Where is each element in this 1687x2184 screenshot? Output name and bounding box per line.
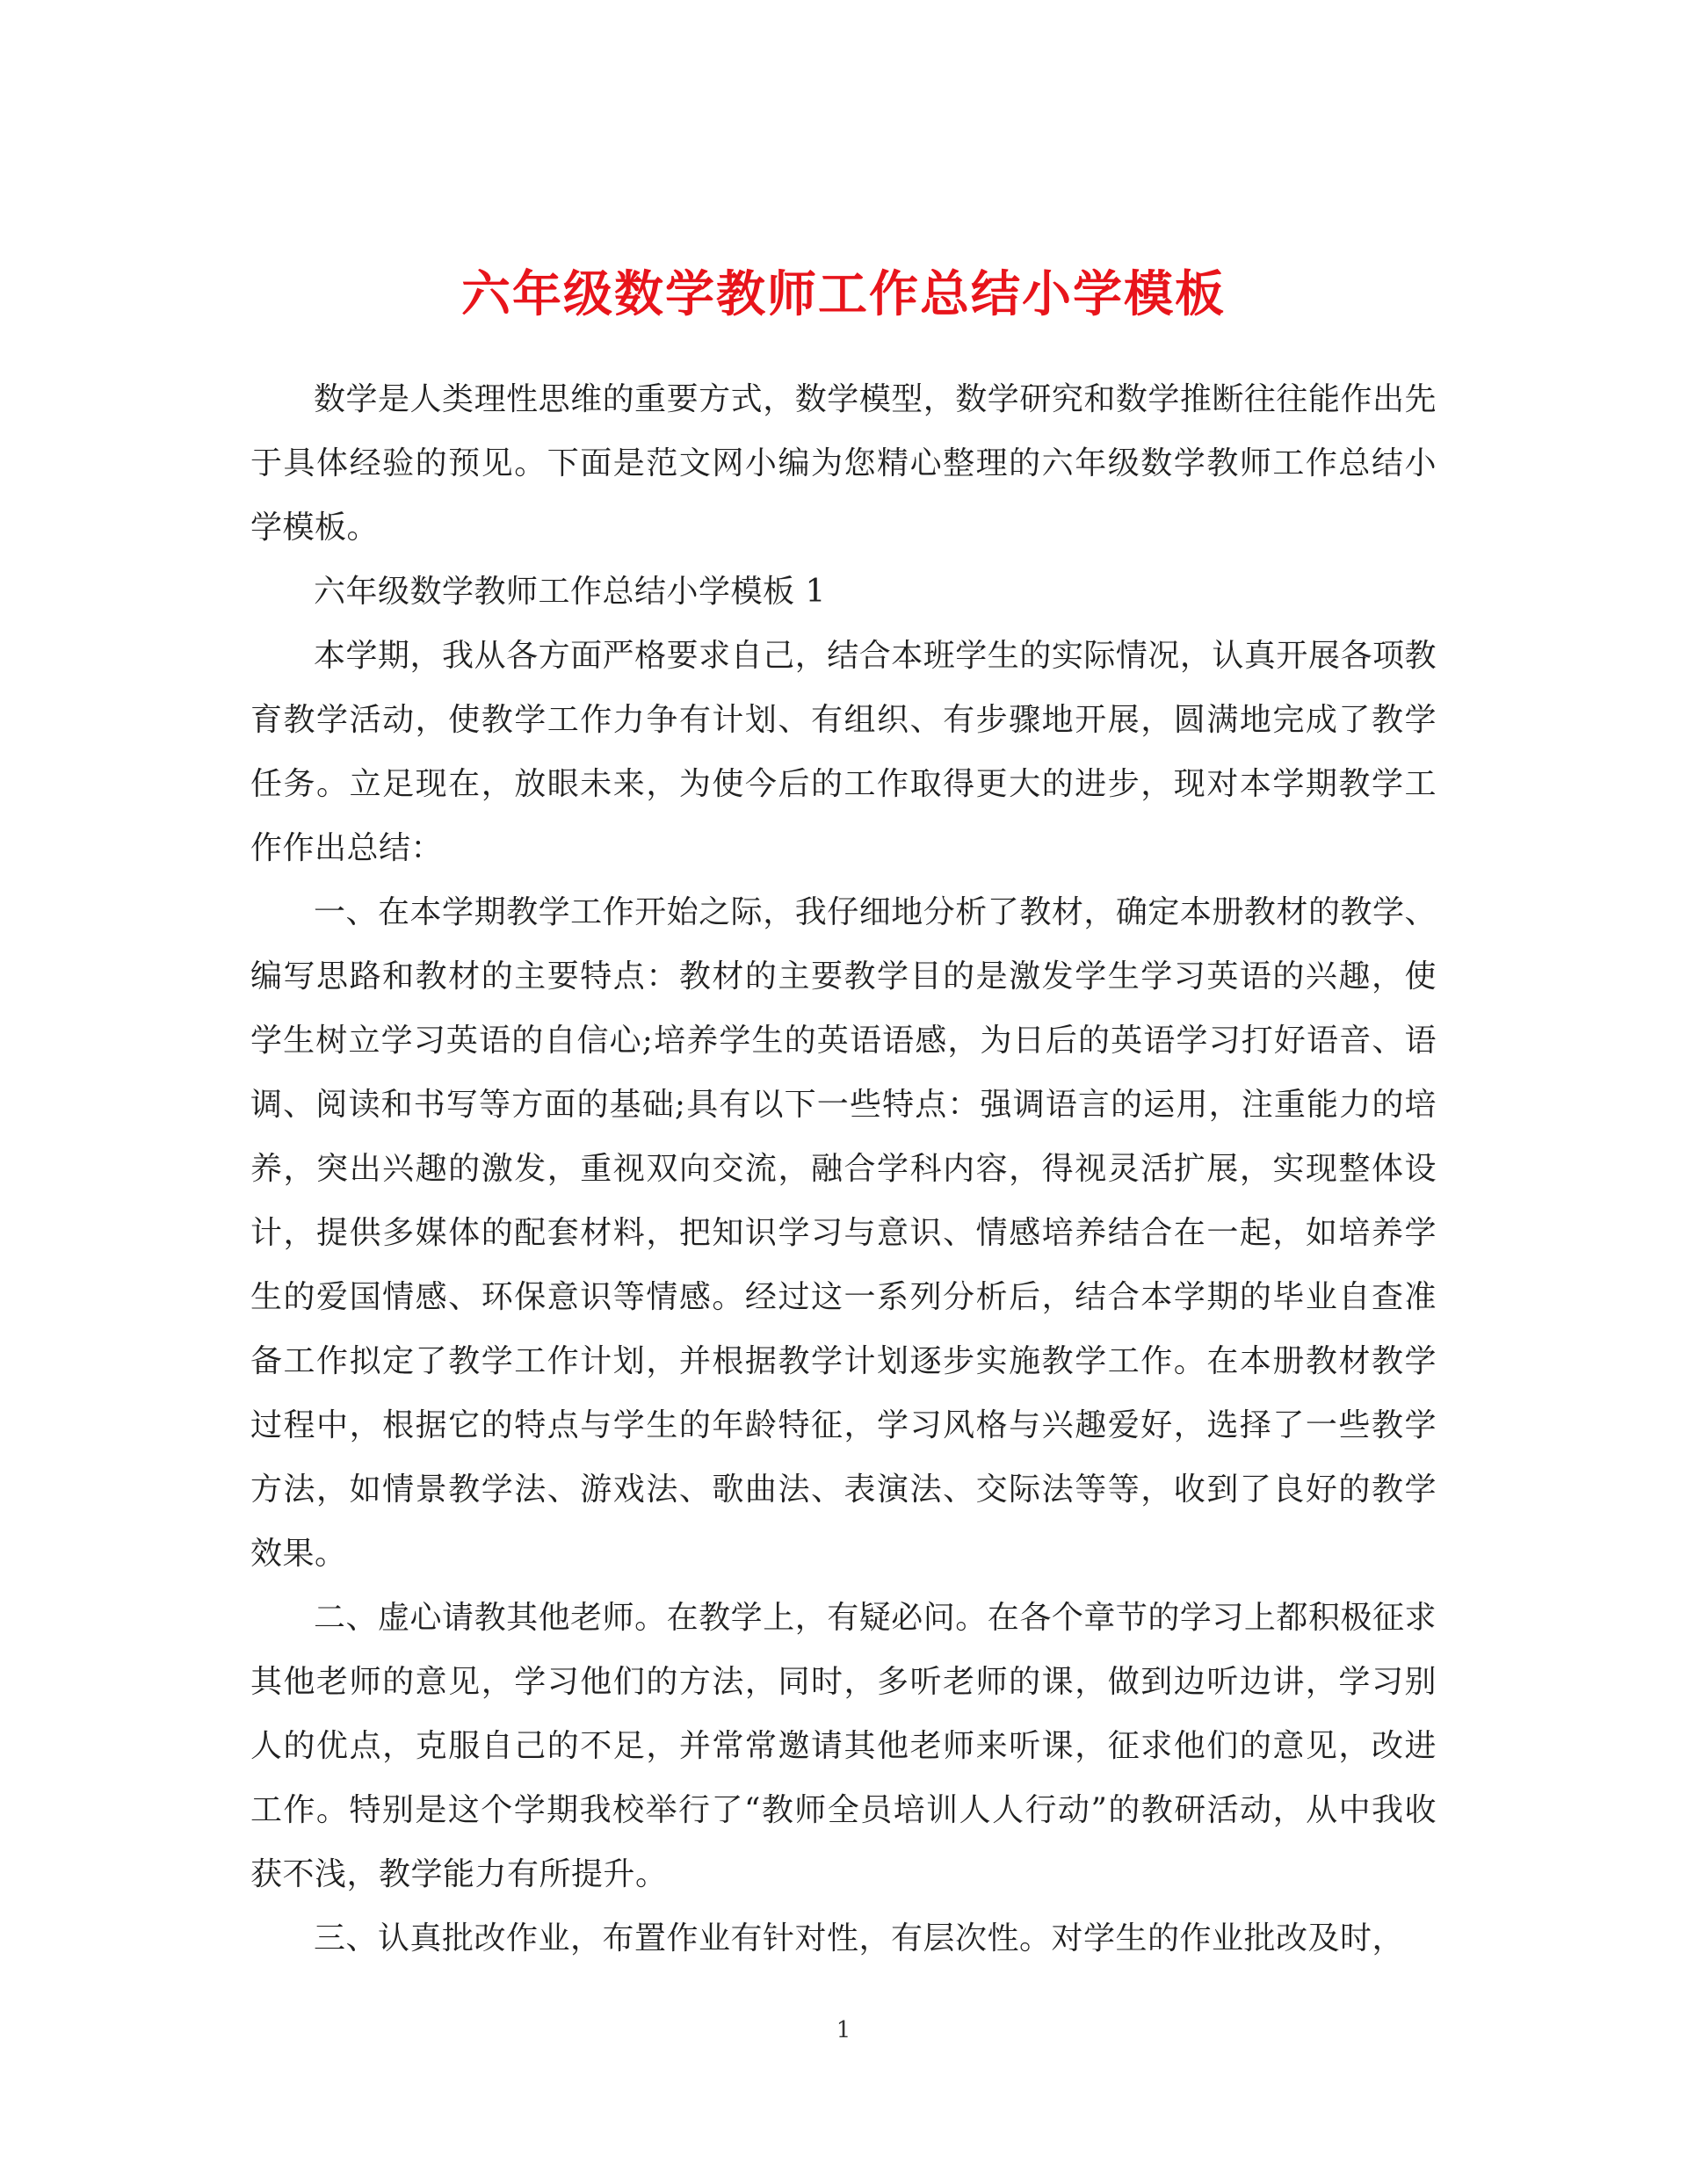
body-paragraph: 一、在本学期教学工作开始之际，我仔细地分析了教材，确定本册教材的教学、编写思路和教材的主要特点：教材的主要教学目的是激发学生学习英语的兴趣，使学生树立学习英语的自信心;培养学生的英语语感，为日后的英语学习打好语音、语调、阅读和书写等方面的基础;具有以下一些特点：强调语言的运用，注重能力的培养，突出兴趣的激发，重视双向交流，融合学科内容，得视灵活扩展，实现整体设计，提供多媒体的配套材料，把知识学习与意识、情感培养结合在一起，如培养学生的爱国情感、环保意识等情感。经过这一系列分析后，结合本学期的毕业自查准备工作拟定了教学工作计划，并根据教学计划逐步实施教学工作。在本册教材教学过程中，根据它的特点与学生的年龄特征，学习风格与兴趣爱好，选择了一些教学方法，如情景教学法、游戏法、歌曲法、表演法、交际法等等，收到了良好的教学效果。: [250, 894, 1437, 1572]
document-body: [250, 367, 1437, 1971]
body-paragraph: 三、认真批改作业，布置作业有针对性，有层次性。对学生的作业批改及时，: [314, 1920, 1405, 1956]
document-title: 六年级数学教师工作总结小学模板: [461, 264, 1226, 323]
body-paragraph: 本学期，我从各方面严格要求自己，结合本班学生的实际情况，认真开展各项教育教学活动，使教学工作力争有计划、有组织、有步骤地开展，圆满地完成了教学任务。立足现在，放眼未来，为使今后的工作取得更大的进步，现对本学期教学工作作出总结：: [250, 638, 1437, 866]
page-number: 1: [836, 2017, 851, 2043]
intro-paragraph: 数学是人类理性思维的重要方式，数学模型，数学研究和数学推断往往能作出先于具体经验的预见。下面是范文网小编为您精心整理的六年级数学教师工作总结小学模板。: [250, 381, 1437, 546]
section-heading: 六年级数学教师工作总结小学模板 1: [314, 574, 826, 610]
body-paragraph: 二、虚心请教其他老师。在教学上，有疑必问。在各个章节的学习上都积极征求其他老师的意见，学习他们的方法，同时，多听老师的课，做到边听边讲，学习别人的优点，克服自己的不足，并常常邀请其他老师来听课，征求他们的意见，改进工作。特别是这个学期我校举行了“教师全员培训人人行动”的教研活动，从中我收获不浅，教学能力有所提升。: [250, 1600, 1437, 1892]
